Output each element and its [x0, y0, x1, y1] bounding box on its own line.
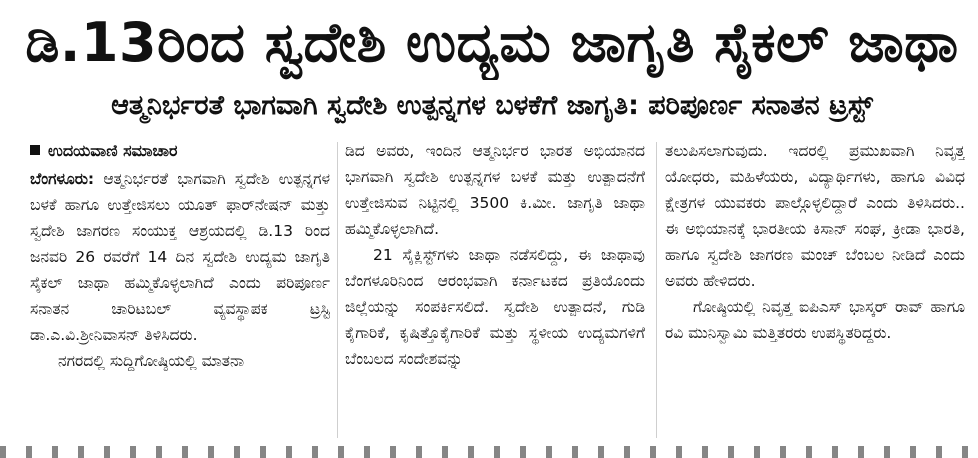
byline-text: ಉದಯವಾಣಿ ಸಮಾಚಾರ	[48, 141, 178, 160]
paragraph: ತಲುಪಿಸಲಾಗುವುದು. ಇದರಲ್ಲಿ ಪ್ರಮುಖವಾಗಿ ನಿವೃತ್ತ ಯೋಧರು, ಮಹಿಳೆಯರು, ವಿದ್ಯಾರ್ಥಿಗಳು, ಹಾಗೂ ವಿವಿಧ ಕ್ಷೇತ್ರಗಳ ಯುವಕರು ಪಾಲ್ಗೊಳ್ಳಲಿದ್ದಾರೆ ಎಂದು ತಿಳಿಸಿದರು.. ಈ ಅಭಿಯಾನಕ್ಕೆ ಭಾರತೀಯ ಕಿಸಾನ್ ಸಂಘ, ಕ್ರೀಡಾ ಭಾರತಿ, ಹಾಗೂ ಸ್ವದೇಶಿ ಜಾಗರಣ ಮಂಚ್ ಬೆಂಬಲ ನೀಡಿದೆ ಎಂದು ಅವರು ಹೇಳಿದರು.	[665, 142, 965, 290]
paragraph-text: ಆತ್ಮನಿರ್ಭರತೆ ಭಾಗವಾಗಿ ಸ್ವದೇಶಿ ಉತ್ಪನ್ನಗಳ ಬಳಕೆ ಹಾಗೂ ಉತ್ತೇಜಿಸಲು ಯೂತ್ ಫಾರ್‌ನೇಷನ್ ಮತ್ತು ಸ್ವದೇಶಿ ಜಾಗರಣ ಸಂಯುಕ್ತ ಆಶ್ರಯದಲ್ಲಿ ಡಿ.13 ರಿಂದ ಜನವರಿ 26 ರವರೆಗೆ 14 ದಿನ ಸ್ವದೇಶಿ ಉದ್ಯಮ ಜಾಗೃತಿ ಸೈಕಲ್ ಜಾಥಾ ಹಮ್ಮಿಕೊಳ್ಳಲಾಗಿದೆ ಎಂದು ಪರಿಪೂರ್ಣ ಸನಾತನ ಚಾರಿಟಬಲ್ ವ್ಯವಸ್ಥಾಪಕ ಟ್ರಸ್ಟಿ ಡಾ.ಎ.ವಿ.ಶ್ರೀನಿವಾಸನ್ ತಿಳಿಸಿದರು.	[30, 170, 330, 344]
dateline: ಬೆಂಗಳೂರು:	[30, 170, 95, 188]
subheadline: ಆತ್ಮನಿರ್ಭರತೆ ಭಾಗವಾಗಿ ಸ್ವದೇಶಿ ಉತ್ಪನ್ನಗಳ ಬಳಕೆಗೆ ಜಾಗೃತಿ: ಪರಿಪೂರ್ಣ ಸನಾತನ ಟ್ರಸ್ಟ್	[111, 90, 873, 121]
paragraph: ನಗರದಲ್ಲಿ ಸುದ್ದಿಗೋಷ್ಠಿಯಲ್ಲಿ ಮಾತನಾ	[58, 352, 245, 370]
headline: ಡಿ.13ರಿಂದ ಸ್ವದೇಶಿ ಉದ್ಯಮ ಜಾಗೃತಿ ಸೈಕಲ್ ಜಾಥಾ	[25, 11, 959, 74]
column-divider	[656, 142, 657, 438]
paragraph: 21 ಸೈಕ್ಲಿಸ್ಟ್‌ಗಳು ಜಾಥಾ ನಡೆಸಲಿದ್ದು, ಈ ಜಾಥಾವು ಬೆಂಗಳೂರಿನಿಂದ ಆರಂಭವಾಗಿ ಕರ್ನಾಟಕದ ಪ್ರತಿಯೊಂದು ಜಿಲ್ಲೆಯನ್ನು ಸಂಪರ್ಕಿಸಲಿದೆ. ಸ್ವದೇಶಿ ಉತ್ಪಾದನೆ, ಗುಡಿ ಕೈಗಾರಿಕೆ, ಕೃಷಿತ್ತೊಕೈಗಾರಿಕೆ ಮತ್ತು ಸ್ಥಳೀಯ ಉದ್ಯಮಗಳಿಗೆ ಬೆಂಬಲದ ಸಂದೇಶವನ್ನು	[345, 246, 645, 368]
article-column-2	[345, 138, 645, 438]
square-bullet-icon	[30, 145, 40, 155]
paragraph: ಗೋಷ್ಠಿಯಲ್ಲಿ ನಿವೃತ್ತ ಐಪಿಎಸ್ ಭಾಸ್ಕರ್ ರಾವ್ ಹಾಗೂ ರವಿ ಮುನಿಸ್ವಾಮಿ ಮತ್ತಿತರರು ಉಪಸ್ಥಿತರಿದ್ದರು.	[665, 298, 965, 342]
article-column-3	[665, 138, 965, 438]
cropped-next-line	[0, 446, 978, 458]
column-divider	[337, 142, 338, 438]
byline	[30, 138, 330, 164]
article-column-1	[30, 138, 330, 438]
paragraph: ಡಿದ ಅವರು, ಇಂದಿನ ಆತ್ಮನಿರ್ಭರ ಭಾರತ ಅಭಿಯಾನದ ಭಾಗವಾಗಿ ಸ್ವದೇಶಿ ಉತ್ಪನ್ನಗಳ ಬಳಕೆ ಮತ್ತು ಉತ್ಪಾದನೆಗೆ ಉತ್ತೇಜಿಸುವ ನಿಟ್ಟಿನಲ್ಲಿ 3500 ಕಿ.ಮೀ. ಜಾಗೃತಿ ಜಾಥಾ ಹಮ್ಮಿಕೊಳ್ಳಲಾಗಿದೆ.	[345, 142, 645, 238]
paragraph	[30, 166, 330, 348]
